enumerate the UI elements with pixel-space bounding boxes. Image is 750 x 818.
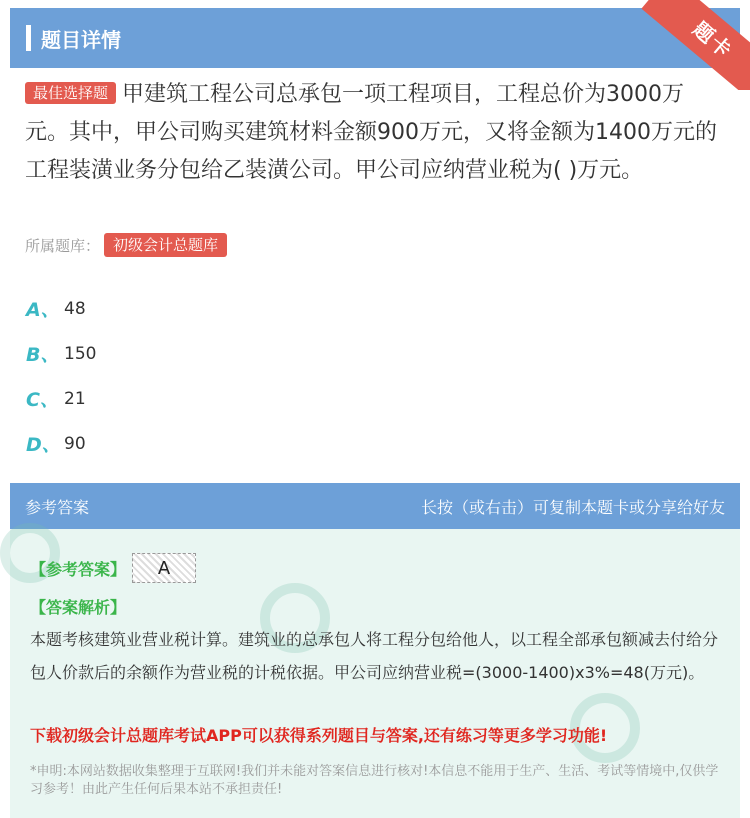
question-text: 甲建筑工程公司总承包一项工程项目，工程总价为3000万元。其中，甲公司购买建筑材料金额900万元，又将金额为1400万元的工程装潢业务分包给乙装潢公司。甲公司应纳营业税为( )万元。 [25,82,717,183]
share-hint: 长按（或右击）可复制本题卡或分享给好友 [420,497,725,517]
option-letter: A、 [26,299,60,321]
options-list [26,286,96,466]
option-text: 150 [64,343,97,364]
bank-tag[interactable]: 初级会计总题库 [104,233,227,257]
answer-header [10,483,740,529]
option-letter: B、 [26,344,60,366]
disclaimer: *申明:本网站数据收集整理于互联网!我们并未能对答案信息进行核对!本信息不能用于生产、生活、考试等情境中,仅供学习参考！由此产生任何后果本站不承担责任! [30,764,719,797]
option-text: 90 [64,433,86,454]
option-a[interactable] [26,286,96,331]
answer-panel [10,483,740,818]
ribbon-label: 题卡 [641,0,750,90]
reference-answer-label: 【参考答案】 [30,559,127,579]
question-type-badge: 最佳选择题 [25,82,116,104]
reference-answer-row [30,553,196,583]
option-d[interactable] [26,421,96,466]
option-b[interactable] [26,331,96,376]
question-bank-row [25,233,227,257]
page-title: 题目详情 [41,27,121,52]
option-letter: D、 [26,434,61,456]
option-text: 21 [64,388,86,409]
answer-header-title: 参考答案 [25,497,90,517]
bank-label: 所属题库： [25,236,101,255]
header-bar [10,8,740,68]
header-accent-bar [26,25,31,51]
analysis-text: 本题考核建筑业营业税计算。建筑业的总承包人将工程分包给他人，以工程全部承包额减去付给分包人价款后的余额作为营业税的计税依据。甲公司应纳营业税=(3000-1400)x3%=48(万元)。 [30,630,719,682]
option-letter: C、 [26,389,59,411]
app-promo-link[interactable]: 下载初级会计总题库考试APP可以获得系列题目与答案,还有练习等更多学习功能! [30,726,608,745]
question-block [25,76,725,190]
option-c[interactable] [26,376,96,421]
option-text: 48 [64,298,86,319]
answer-value: A [132,553,196,583]
analysis-label: 【答案解析】 [30,598,127,617]
